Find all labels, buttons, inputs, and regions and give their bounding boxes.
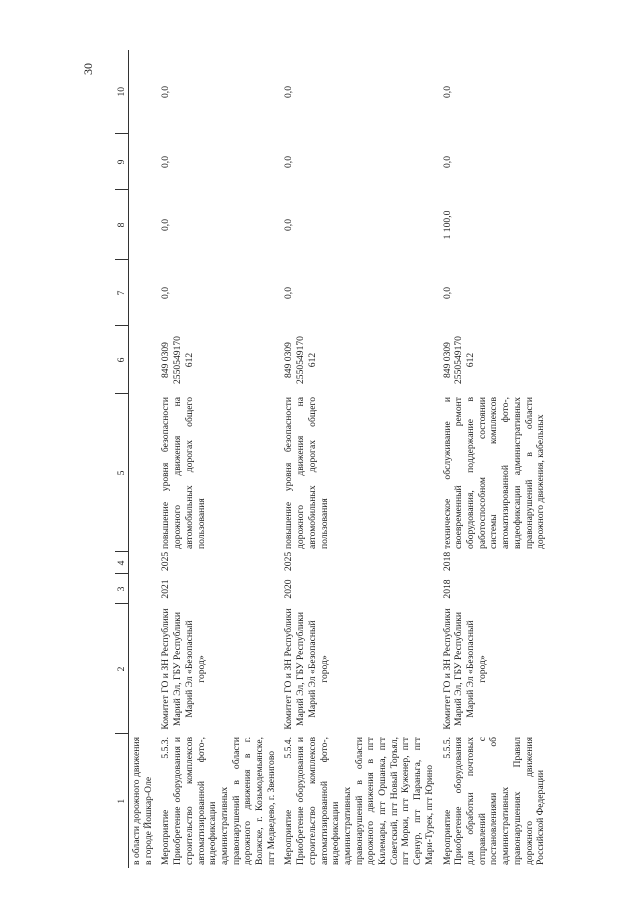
column-number: 1 — [115, 734, 129, 868]
budget-code: 849 0309 2550549170 612 — [441, 336, 476, 384]
section-header-row — [129, 50, 158, 868]
section-header: в области дорожного движения в городе Йошкар-Оле — [131, 737, 154, 865]
amount-col-10: 0,0 — [283, 86, 295, 98]
executor: Комитет ГО и ЗН Республики Марий Эл, ГБУ Республики Марий Эл «Безопасный город» — [283, 608, 330, 730]
start-year: 2021 — [160, 579, 172, 599]
column-numbers-row — [115, 50, 129, 868]
amount-col-7: 0,0 — [160, 287, 172, 299]
expected-result: повышение уровня безопасности дорожного движения на автомобильных дорогах общего пользования — [160, 397, 207, 549]
end-year: 2018 — [441, 551, 453, 571]
amount-col-9: 0,0 — [441, 156, 453, 168]
expected-result: техническое обслуживание и своевременный ремонт оборудования, поддержание в работоспособном состоянии системы комплексов автоматизированной фото-, видеофиксации административных правонарушений в области дорожного движения, кабельных — [441, 397, 547, 549]
column-number: 9 — [115, 134, 129, 190]
column-number: 7 — [115, 260, 129, 326]
budget-code: 849 0309 2550549170 612 — [283, 336, 318, 384]
rotated-page-content — [115, 50, 615, 868]
column-number: 6 — [115, 326, 129, 394]
table-row — [280, 50, 438, 868]
activity-name: Мероприятие 5.5.5. Приобретение оборудования для обработки почтовых отправлений с постановлениями об административных правонарушениях Правил дорожного движения Российской Федерации — [441, 737, 547, 865]
end-year: 2025 — [283, 551, 295, 571]
column-number: 5 — [115, 394, 129, 552]
end-year: 2025 — [160, 551, 172, 571]
amount-col-8: 0,0 — [283, 219, 295, 231]
executor: Комитет ГО и ЗН Республики Марий Эл, ГБУ Республики Марий Эл «Безопасный город» — [441, 608, 488, 730]
expected-result: повышение уровня безопасности дорожного движения на автомобильных дорогах общего пользования — [283, 397, 330, 549]
amount-col-8: 1 100,0 — [441, 210, 453, 240]
amount-col-9: 0,0 — [160, 156, 172, 168]
column-number: 4 — [115, 552, 129, 574]
activity-name: Мероприятие 5.5.3. Приобретение оборудования и строительство комплексов автоматизированной фото-, видеофиксации административных правонарушений в области дорожного движения в г. Волжске, г. Козьмодемьянске, пгт Медведево, г. Звенигово — [160, 737, 277, 865]
amount-col-8: 0,0 — [160, 219, 172, 231]
amount-col-9: 0,0 — [283, 156, 295, 168]
column-number: 2 — [115, 604, 129, 734]
amount-col-10: 0,0 — [441, 86, 453, 98]
table-row — [439, 50, 550, 868]
column-number: 8 — [115, 190, 129, 260]
budget-code: 849 0309 2550549170 612 — [160, 336, 195, 384]
column-number: 10 — [115, 50, 129, 134]
start-year: 2018 — [441, 579, 453, 599]
executor: Комитет ГО и ЗН Республики Марий Эл, ГБУ Республики Марий Эл «Безопасный город» — [160, 608, 207, 730]
amount-col-10: 0,0 — [160, 86, 172, 98]
page-number: 30 — [81, 63, 95, 75]
start-year: 2020 — [283, 579, 295, 599]
activity-name: Мероприятие 5.5.4. Приобретение оборудования и строительство комплексов автоматизированной фото-, видеофиксации административных правонарушений в области дорожного движения в пгт Килемары, пгт Оршанка, пгт Советский, пгт Новый Торъял, пгт Морки, пгт Куженер, пгт Сернур, пгт Параньга, пгт Мари-Турек, пгт Юрино — [283, 737, 435, 865]
program-activities-table — [115, 50, 550, 868]
column-number: 3 — [115, 574, 129, 604]
amount-col-7: 0,0 — [441, 287, 453, 299]
table-row — [157, 50, 280, 868]
amount-col-7: 0,0 — [283, 287, 295, 299]
